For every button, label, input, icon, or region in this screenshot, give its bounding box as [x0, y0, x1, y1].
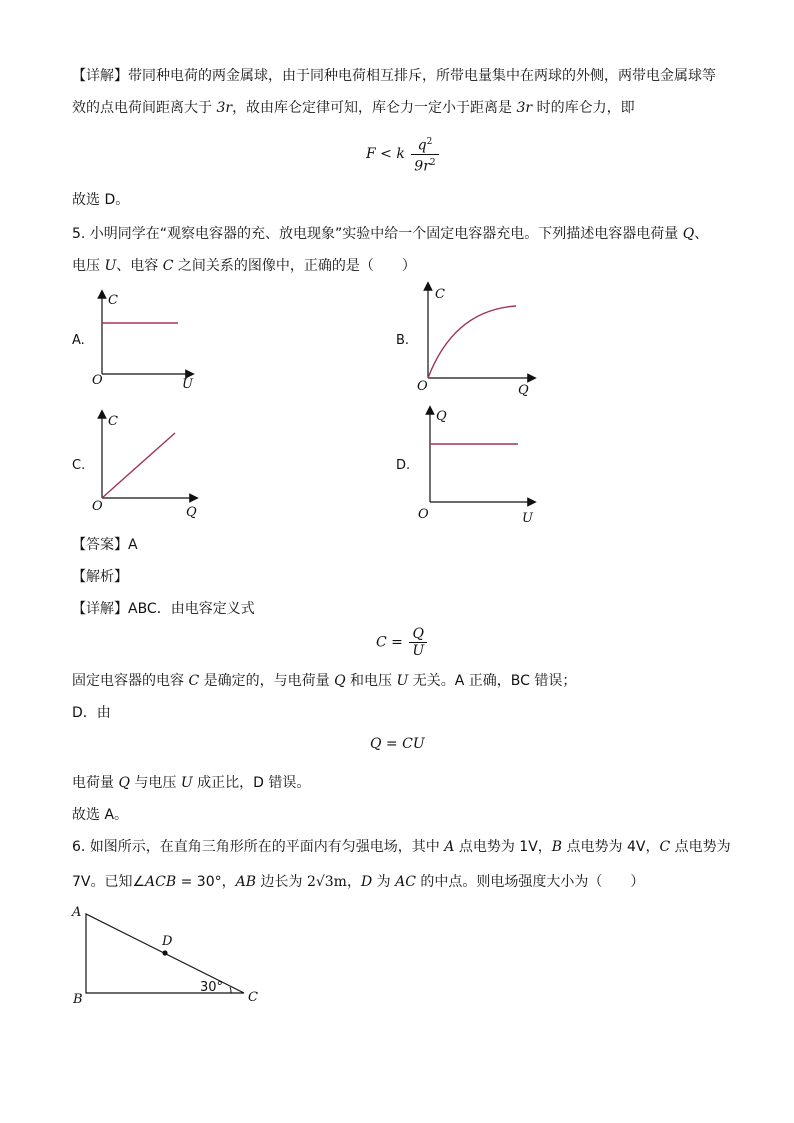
q6-triangle-figure [64, 900, 264, 1012]
q4-detail-line-2: 效的点电荷间距离大于 3r，故由库仑定律可知，库仑力一定小于距离是 3r 时的库仑力，即 [72, 100, 635, 116]
midpoint-d-dot [162, 950, 167, 955]
option-d-graph [414, 404, 544, 528]
q5-detail-line-1: 【详解】ABC．由电容定义式 [72, 601, 255, 617]
angle-arc [230, 987, 231, 993]
q5-stem-line-1: 5. 小明同学在“观察电容器的充、放电现象”实验中给一个固定电容器充电。下列描述电容器电荷量 Q、 [72, 226, 709, 242]
q5-analysis-tag: 【解析】 [72, 569, 128, 585]
y-axis-label: C [108, 293, 118, 308]
fraction: $\frac{q^2}{9r^2}$ [411, 134, 438, 174]
option-d-label: D. [396, 458, 411, 473]
q6-stem-line-2: 7V。已知∠ACB = 30°，AB 边长为 2√3m，D 为 AC 的中点。则电场强度大小为（ ） [72, 874, 645, 890]
q5-detail-line-3: D．由 [72, 705, 111, 721]
q5-charge-equation: Q = CU [370, 736, 425, 752]
x-axis-label: U [182, 377, 193, 392]
q5-capacitance-definition: C = $\frac{Q}{U}$ [376, 626, 429, 659]
vertex-b-label: B [73, 992, 83, 1007]
x-axis-label: Q [186, 505, 197, 520]
y-axis-label: Q [436, 409, 447, 424]
x-axis-label: U [522, 511, 533, 526]
q6-stem-line-1: 6. 如图所示，在直角三角形所在的平面内有匀强电场，其中 A 点电势为 1V，B 点电势为 4V，C 点电势为 [72, 839, 731, 855]
fraction: $\frac{Q}{U}$ [409, 626, 427, 659]
origin-label: O [417, 379, 428, 394]
saturating-curve [428, 306, 516, 378]
q4-conclusion: 故选 D。 [72, 192, 130, 208]
q5-answer: 【答案】A [72, 537, 138, 553]
q5-conclusion: 故选 A。 [72, 807, 129, 823]
q5-detail-line-2: 固定电容器的电容 C 是确定的，与电荷量 Q 和电压 U 无关。A 正确，BC 错误； [72, 673, 577, 689]
q4-detail-line-1: 【详解】带同种电荷的两金属球，由于同种电荷相互排斥，所带电量集中在两球的外侧，两带电金属球等 [72, 68, 716, 84]
q5-detail-line-4: 电荷量 Q 与电压 U 成正比，D 错误。 [72, 775, 311, 791]
vertex-c-label: C [248, 990, 258, 1005]
option-a-graph [90, 288, 210, 392]
option-c-label: C. [72, 458, 86, 473]
q5-stem-line-2: 电压 U、电容 C 之间关系的图像中，正确的是（ ） [72, 258, 416, 274]
detail-tag: 【详解】 [72, 68, 128, 84]
option-a-label: A. [72, 333, 85, 348]
origin-label: O [92, 499, 103, 514]
y-axis-label: C [435, 287, 445, 302]
detail-tag: 【详解】 [72, 601, 128, 617]
y-axis-label: C [108, 414, 118, 429]
origin-label: O [418, 507, 429, 522]
q4-coulomb-inequality: F < k $\frac{q^2}{9r^2}$ [366, 134, 441, 174]
origin-label: O [92, 373, 103, 388]
x-axis-label: Q [518, 383, 529, 398]
angle-label: 30° [200, 980, 224, 995]
proportional-line [102, 433, 175, 498]
option-c-graph [90, 408, 210, 520]
point-d-label: D [162, 934, 173, 949]
option-b-label: B. [396, 333, 410, 348]
option-b-graph [414, 280, 544, 400]
vertex-a-label: A [72, 905, 82, 920]
